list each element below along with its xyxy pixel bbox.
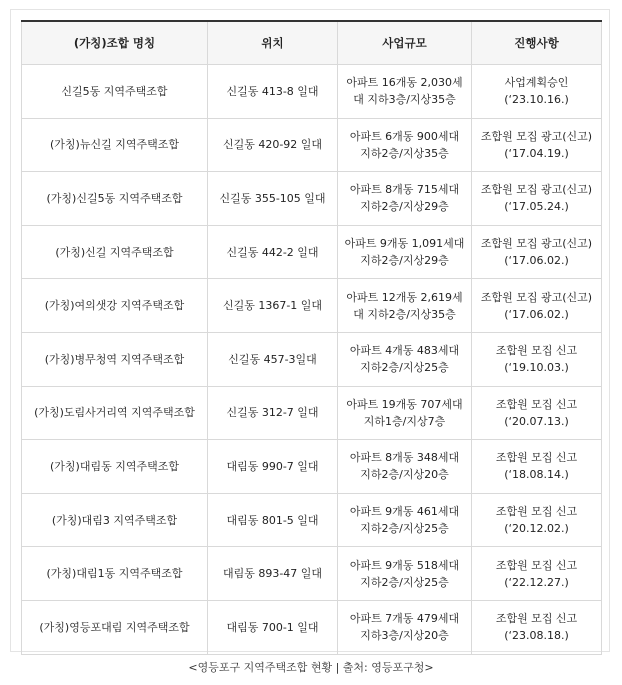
cell-name — [22, 225, 208, 279]
cell-scale-line: 아파트 6개동 900세대 — [349, 129, 460, 143]
cell-status-line: (‘17.05.24.) — [504, 200, 569, 214]
cell-name-line: (가칭)영등포대림 지역주택조합 — [39, 620, 190, 634]
cell-status-line: 조합원 모집 신고 — [495, 558, 578, 572]
header-status: 진행사항 — [472, 21, 602, 65]
table-row — [22, 332, 602, 386]
cell-scale-line: 아파트 7개동 479세대 — [349, 612, 460, 626]
cell-name-line: (가칭)신길5동 지역주택조합 — [46, 191, 183, 205]
cell-status-line: 조합원 모집 광고(신고) — [480, 290, 593, 304]
cell-location — [208, 493, 338, 547]
cell-location — [208, 172, 338, 226]
table-row — [22, 279, 602, 333]
cell-status-line: 사업계획승인 — [504, 76, 569, 90]
cell-status-line: 조합원 모집 광고(신고) — [480, 183, 593, 197]
cell-location-line: 신길동 1367-1 일대 — [222, 299, 323, 313]
cell-scale-line: 대 지하2층/지상35층 — [353, 307, 456, 321]
table-row — [22, 547, 602, 601]
cell-status — [472, 172, 602, 226]
cell-status-line: (‘23.08.18.) — [504, 629, 569, 643]
cell-location — [208, 332, 338, 386]
cell-status — [472, 65, 602, 119]
table-row — [22, 600, 602, 654]
cell-scale-line: 아파트 9개동 518세대 — [349, 558, 460, 572]
cell-status-line: 조합원 모집 신고 — [495, 505, 578, 519]
cell-status — [472, 386, 602, 440]
cell-location-line: 신길동 413-8 일대 — [226, 84, 319, 98]
cell-scale — [338, 547, 472, 601]
cell-status — [472, 332, 602, 386]
cell-name — [22, 65, 208, 119]
cell-location — [208, 600, 338, 654]
housing-association-table — [21, 20, 602, 655]
cell-scale-line: 지하1층/지상7층 — [363, 414, 446, 428]
cell-status-line: (‘20.12.02.) — [504, 522, 569, 536]
cell-status-line: 조합원 모집 신고 — [495, 344, 578, 358]
cell-name-line: (가칭)병무청역 지역주택조합 — [44, 352, 185, 366]
cell-name-line: (가칭)여의샛강 지역주택조합 — [44, 299, 185, 313]
cell-location-line: 대림동 893-47 일대 — [222, 567, 323, 581]
header-scale: 사업규모 — [338, 21, 472, 65]
table-row — [22, 65, 602, 119]
cell-location — [208, 279, 338, 333]
cell-status — [472, 279, 602, 333]
cell-location-line: 신길동 355-105 일대 — [219, 191, 326, 205]
cell-status-line: 조합원 모집 신고 — [495, 451, 578, 465]
cell-name — [22, 547, 208, 601]
table-row — [22, 118, 602, 172]
cell-scale-line: 아파트 9개동 1,091세대 — [344, 237, 465, 251]
cell-location-line: 대림동 990-7 일대 — [226, 459, 319, 473]
cell-location-line: 신길동 442-2 일대 — [226, 245, 319, 259]
cell-location — [208, 440, 338, 494]
cell-scale-line: 지하2층/지상25층 — [360, 575, 449, 589]
header-name: (가칭)조합 명칭 — [22, 21, 208, 65]
cell-status-line: (‘19.10.03.) — [504, 361, 569, 375]
cell-scale-line: 아파트 16개동 2,030세 — [346, 76, 463, 90]
cell-scale — [338, 225, 472, 279]
cell-scale — [338, 493, 472, 547]
cell-status-line: 조합원 모집 광고(신고) — [480, 237, 593, 251]
cell-status-line: 조합원 모집 신고 — [495, 612, 578, 626]
cell-name — [22, 118, 208, 172]
cell-scale — [338, 65, 472, 119]
cell-status — [472, 600, 602, 654]
cell-name — [22, 493, 208, 547]
table-frame — [10, 9, 610, 652]
cell-scale-line: 아파트 4개동 483세대 — [349, 344, 460, 358]
cell-status-line: 조합원 모집 신고 — [495, 397, 578, 411]
cell-scale-line: 지하2층/지상29층 — [360, 254, 449, 268]
cell-status-line: (‘17.04.19.) — [504, 146, 569, 160]
cell-scale-line: 지하2층/지상25층 — [360, 361, 449, 375]
table-row — [22, 493, 602, 547]
cell-scale-line: 대 지하3층/지상35층 — [353, 93, 456, 107]
cell-name — [22, 279, 208, 333]
cell-status — [472, 440, 602, 494]
cell-status-line: (‘17.06.02.) — [504, 307, 569, 321]
cell-scale-line: 지하2층/지상29층 — [360, 200, 449, 214]
cell-scale — [338, 172, 472, 226]
cell-location-line: 신길동 312-7 일대 — [226, 406, 319, 420]
cell-status-line: (‘23.10.16.) — [504, 93, 569, 107]
cell-scale-line: 아파트 9개동 461세대 — [349, 505, 460, 519]
cell-scale-line: 아파트 8개동 715세대 — [349, 183, 460, 197]
cell-location — [208, 547, 338, 601]
cell-scale-line: 지하2층/지상25층 — [360, 522, 449, 536]
cell-name — [22, 386, 208, 440]
cell-scale — [338, 600, 472, 654]
cell-status-line: (‘18.08.14.) — [504, 468, 569, 482]
table-row — [22, 440, 602, 494]
cell-location-line: 신길동 457-3일대 — [228, 352, 317, 366]
cell-scale-line: 지하2층/지상20층 — [360, 468, 449, 482]
cell-scale — [338, 332, 472, 386]
cell-location-line: 대림동 801-5 일대 — [226, 513, 319, 527]
cell-name — [22, 440, 208, 494]
cell-status-line: (‘20.07.13.) — [504, 414, 569, 428]
cell-name-line: (가칭)도림사거리역 지역주택조합 — [34, 406, 195, 420]
cell-status-line: 조합원 모집 광고(신고) — [480, 129, 593, 143]
header-location: 위치 — [208, 21, 338, 65]
cell-name-line: (가칭)대림1동 지역주택조합 — [46, 567, 183, 581]
table-caption: <영등포구 지역주택조합 현황 | 출처: 영등포구청> — [188, 661, 434, 674]
cell-status-line: (‘22.12.27.) — [504, 575, 569, 589]
cell-scale — [338, 118, 472, 172]
table-row — [22, 225, 602, 279]
cell-scale — [338, 386, 472, 440]
table-row — [22, 172, 602, 226]
table-header-row — [22, 21, 602, 65]
cell-name — [22, 600, 208, 654]
cell-scale — [338, 279, 472, 333]
cell-status-line: (‘17.06.02.) — [504, 254, 569, 268]
cell-name-line: (가칭)신길 지역주택조합 — [55, 245, 174, 259]
cell-status — [472, 493, 602, 547]
cell-scale-line: 아파트 19개동 707세대 — [346, 397, 463, 411]
cell-location — [208, 386, 338, 440]
cell-scale-line: 지하3층/지상20층 — [360, 629, 449, 643]
cell-location — [208, 118, 338, 172]
cell-location — [208, 225, 338, 279]
table-row — [22, 386, 602, 440]
cell-name-line: 신길5동 지역주택조합 — [61, 84, 168, 98]
cell-name — [22, 332, 208, 386]
cell-name-line: (가칭)대림3 지역주택조합 — [51, 513, 178, 527]
cell-scale-line: 아파트 12개동 2,619세 — [346, 290, 463, 304]
cell-status — [472, 547, 602, 601]
cell-scale — [338, 440, 472, 494]
cell-location-line: 신길동 420-92 일대 — [222, 138, 323, 152]
cell-status — [472, 118, 602, 172]
cell-location — [208, 65, 338, 119]
cell-status — [472, 225, 602, 279]
cell-scale-line: 지하2층/지상35층 — [360, 146, 449, 160]
cell-name — [22, 172, 208, 226]
cell-name-line: (가칭)뉴신길 지역주택조합 — [50, 138, 179, 152]
cell-name-line: (가칭)대림동 지역주택조합 — [50, 459, 179, 473]
cell-scale-line: 아파트 8개동 348세대 — [349, 451, 460, 465]
cell-location-line: 대림동 700-1 일대 — [226, 620, 319, 634]
